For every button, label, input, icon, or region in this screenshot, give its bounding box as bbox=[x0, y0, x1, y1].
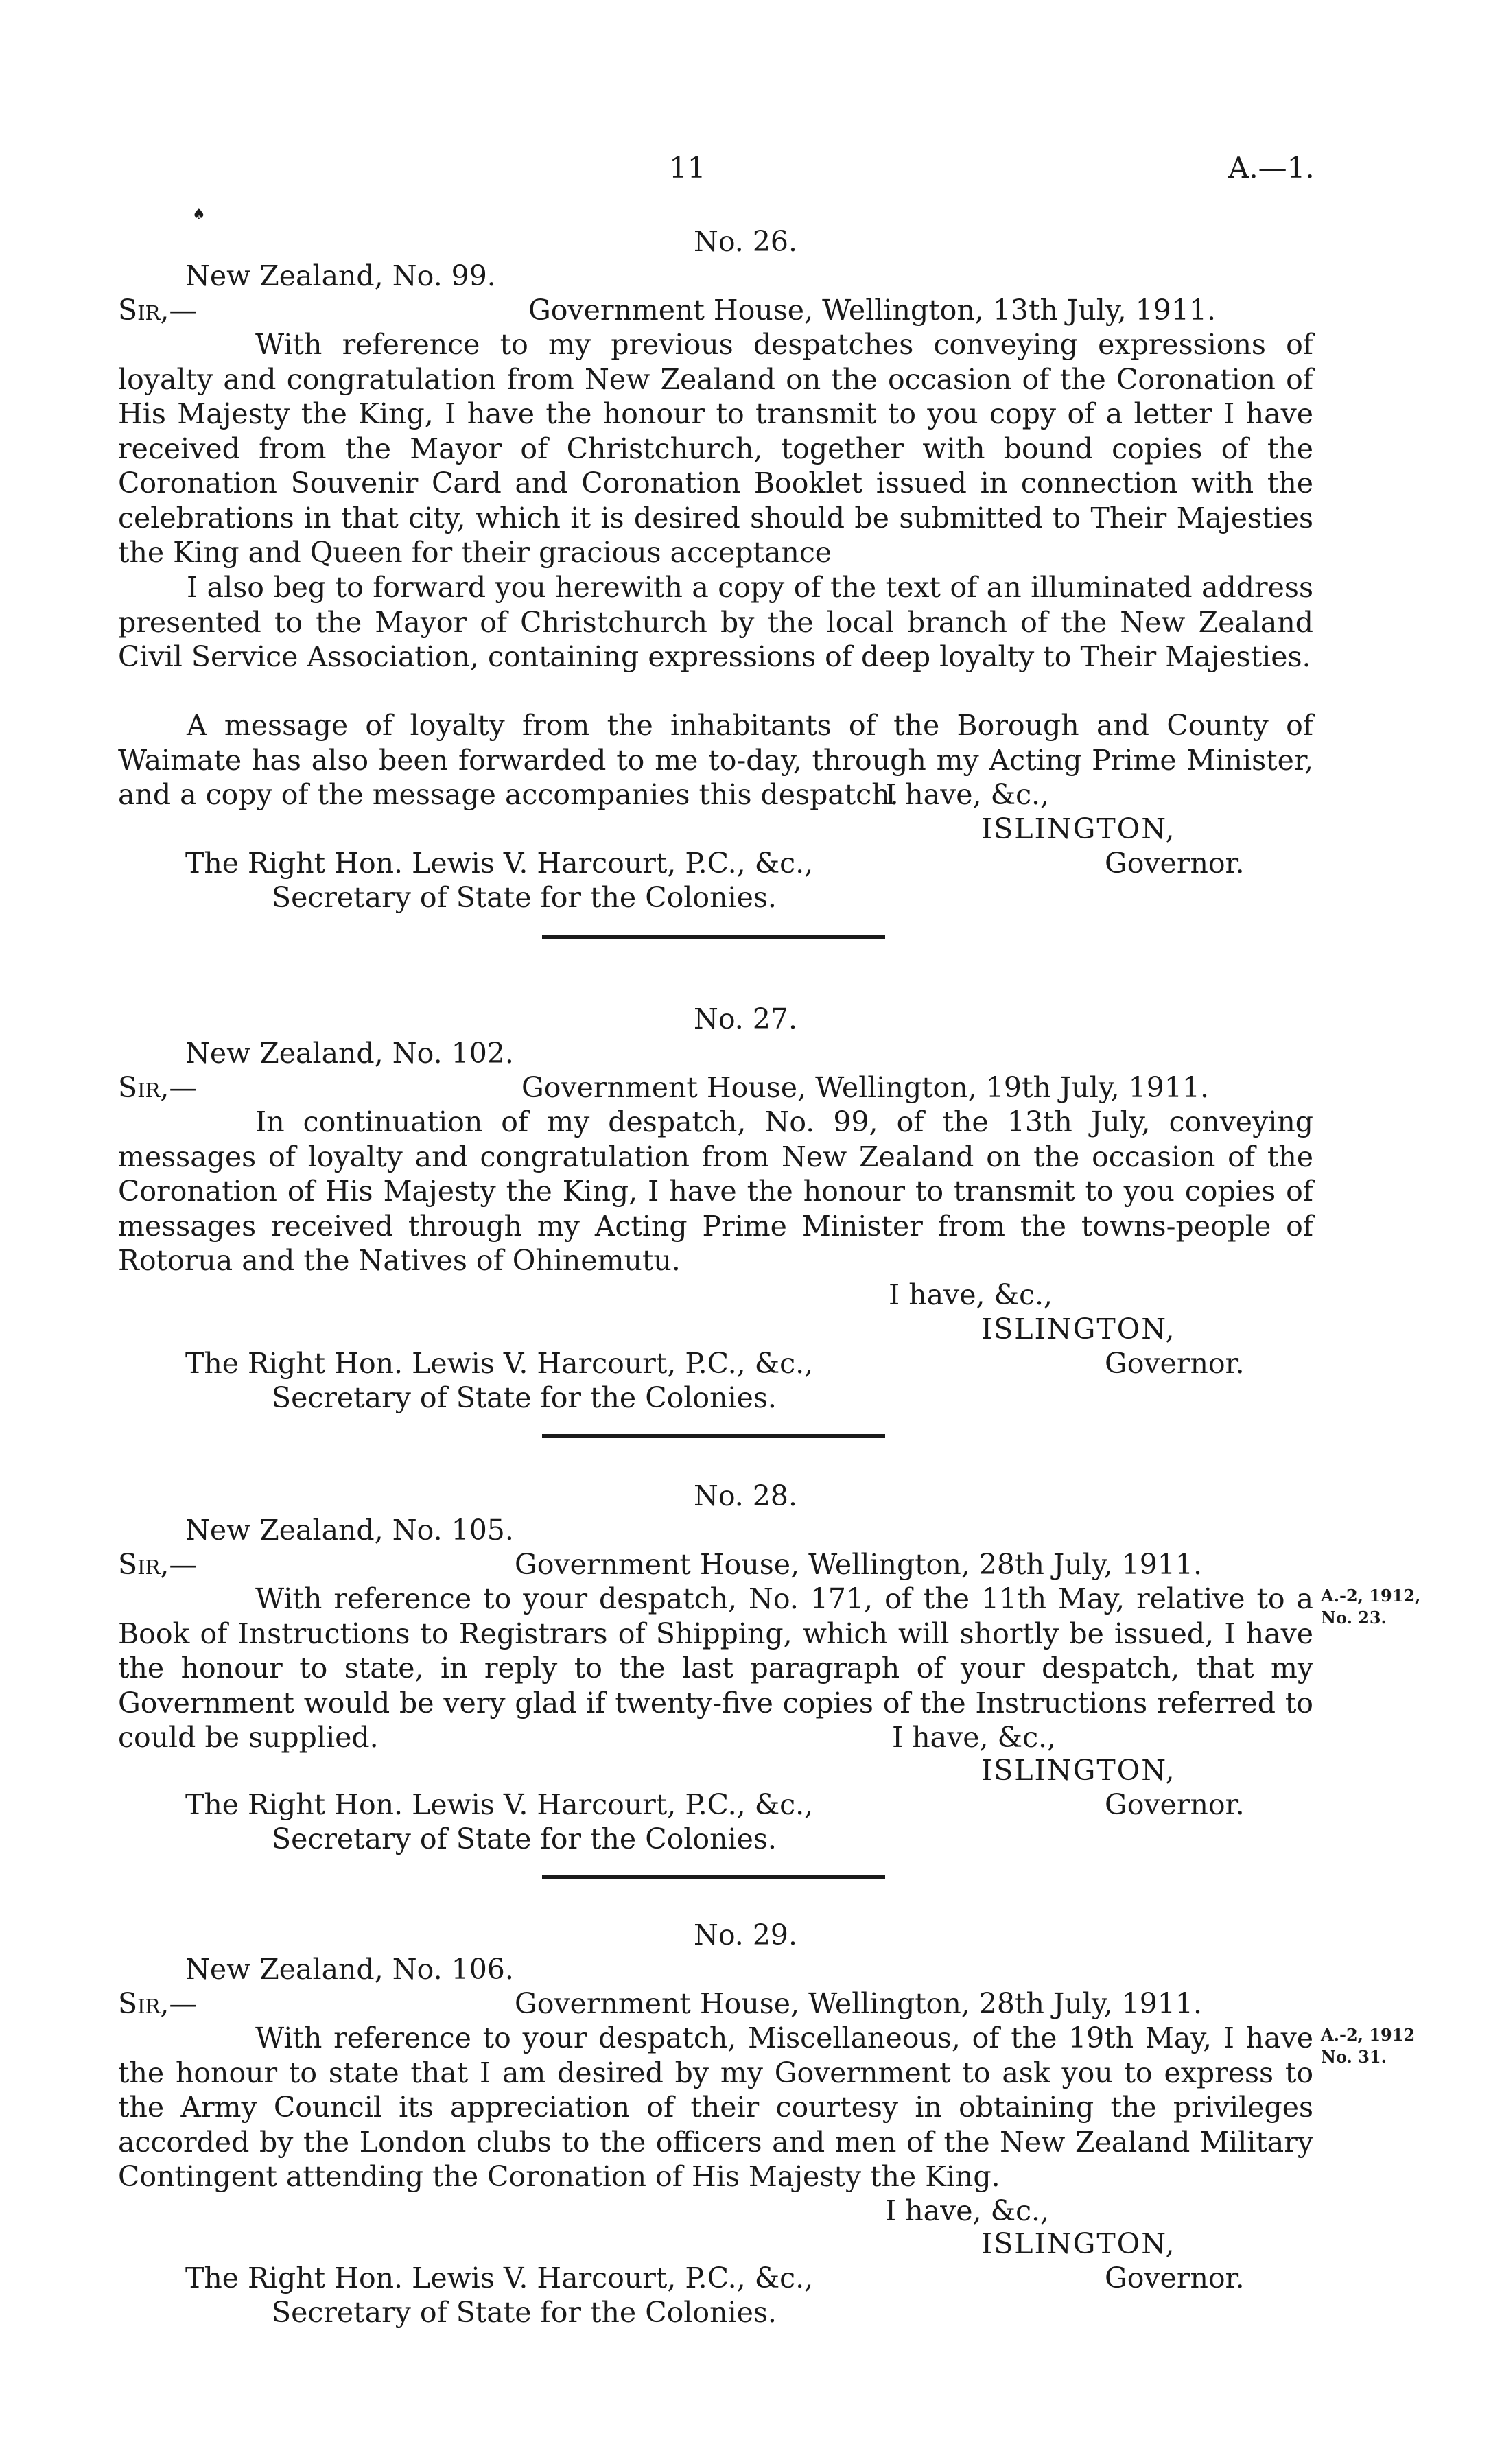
nz-despatch-ref: New Zealand, No. 106. bbox=[185, 1953, 514, 1986]
addressee: The Right Hon. Lewis V. Harcourt, P.C., &c., bbox=[185, 2262, 814, 2295]
nz-despatch-ref: New Zealand, No. 102. bbox=[185, 1037, 514, 1070]
nz-despatch-ref: New Zealand, No. 99. bbox=[185, 259, 496, 292]
signature: ISLINGTON, bbox=[981, 1313, 1176, 1346]
nz-despatch-ref: New Zealand, No. 105. bbox=[185, 1514, 514, 1547]
signature: ISLINGTON, bbox=[981, 1754, 1176, 1787]
addressee: The Right Hon. Lewis V. Harcourt, P.C., &c., bbox=[185, 847, 814, 880]
signature: ISLINGTON, bbox=[981, 812, 1176, 845]
despatch-number: No. 29. bbox=[693, 1919, 798, 1951]
addressee-office: Secretary of State for the Colonies. bbox=[272, 1381, 777, 1414]
margin-note-ref: A.-2, 1912, bbox=[1321, 1586, 1421, 1606]
paragraph: I also beg to forward you herewith a copy of the text of an illuminated address presented to the Mayor of Christchurch by the local branch of the New Zealand Civil Service Association, containing expressions of deep loyalty to Their Majesties. bbox=[118, 571, 1313, 673]
signatory-title: Governor. bbox=[1105, 1788, 1245, 1821]
salutation: Sir,— bbox=[118, 1071, 198, 1104]
despatch-number: No. 27. bbox=[693, 1002, 798, 1035]
addressee: The Right Hon. Lewis V. Harcourt, P.C., &c., bbox=[185, 1788, 814, 1821]
page-number: 11 bbox=[669, 151, 706, 185]
signatory-title: Governor. bbox=[1105, 847, 1245, 880]
addressee-office: Secretary of State for the Colonies. bbox=[272, 1822, 777, 1855]
address-date: Government House, Wellington, 28th July, 1911. bbox=[515, 1987, 1203, 2020]
despatch-number: No. 26. bbox=[693, 225, 798, 258]
paragraph: A message of loyalty from the inhabitants of the Borough and County of Waimate has also been forwarded to me to-day, through my Acting Prime Minister, and a copy of the message accompanies this despatch. bbox=[118, 709, 1313, 811]
salutation: Sir,— bbox=[118, 294, 198, 327]
margin-note-no: No. 31. bbox=[1321, 2047, 1387, 2067]
paragraph: With reference to my previous despatches conveying expressions of loyalty and congratulation from New Zealand on the occasion of the Coronation of His Majesty the King, I have the honour to transmit to you copy of a letter I have received from the Mayor of Christchurch, together with bound copies of the Coronation Souvenir Card and Coronation Booklet issued in connection with the celebrations in that city, which it is desired should be submitted to Their Majesties the King and Queen for their gracious acceptance bbox=[118, 328, 1313, 569]
paragraph: With reference to your despatch, Miscellaneous, of the 19th May, I have the honour to state that I am desired by my Government to ask you to express to the Army Council its appreciation of their courtesy in obtaining the privileges accorded by the London clubs to the officers and men of the New Zealand Military Contingent attending the Coronation of His Majesty the King. bbox=[118, 2021, 1313, 2193]
section-divider bbox=[542, 1875, 885, 1879]
page-reference: A.—1. bbox=[1228, 151, 1315, 185]
closing: I have, &c., bbox=[885, 2194, 1050, 2227]
closing: I have, &c., bbox=[889, 1278, 1053, 1311]
signature: ISLINGTON, bbox=[981, 2227, 1176, 2260]
margin-note-no: No. 23. bbox=[1321, 1608, 1387, 1628]
signatory-title: Governor. bbox=[1105, 1347, 1245, 1380]
addressee-office: Secretary of State for the Colonies. bbox=[272, 2296, 777, 2329]
addressee-office: Secretary of State for the Colonies. bbox=[272, 881, 777, 914]
addressee: The Right Hon. Lewis V. Harcourt, P.C., &c., bbox=[185, 1347, 814, 1380]
salutation: Sir,— bbox=[118, 1548, 198, 1581]
address-date: Government House, Wellington, 28th July, 1911. bbox=[515, 1548, 1203, 1581]
paragraph: With reference to your despatch, No. 171, of the 11th May, relative to a Book of Instructions to Registrars of Shipping, which will shortly be issued, I have the honour to state, in reply to the last paragraph of your despatch, that my Government would be very glad if twenty-five copies of the Instructions referred to could be supplied. bbox=[118, 1582, 1313, 1754]
section-divider bbox=[542, 935, 885, 939]
signatory-title: Governor. bbox=[1105, 2262, 1245, 2295]
section-divider bbox=[542, 1434, 885, 1438]
paragraph: In continuation of my despatch, No. 99, of the 13th July, conveying messages of loyalty and congratulation from New Zealand on the occasion of the Coronation of His Majesty the King, I have the honour to transmit to you copies of messages received through my Acting Prime Minister from the towns-people of Rotorua and the Natives of Ohinemutu. bbox=[118, 1105, 1313, 1277]
address-date: Government House, Wellington, 13th July, 1911. bbox=[528, 294, 1217, 327]
margin-note-ref: A.-2, 1912 bbox=[1321, 2025, 1416, 2045]
closing: I have, &c., bbox=[885, 778, 1050, 811]
address-date: Government House, Wellington, 19th July, 1911. bbox=[521, 1071, 1210, 1104]
spade-mark-icon: ♠ bbox=[192, 206, 206, 223]
salutation: Sir,— bbox=[118, 1987, 198, 2020]
closing: I have, &c., bbox=[892, 1721, 1057, 1754]
despatch-number: No. 28. bbox=[693, 1479, 798, 1512]
